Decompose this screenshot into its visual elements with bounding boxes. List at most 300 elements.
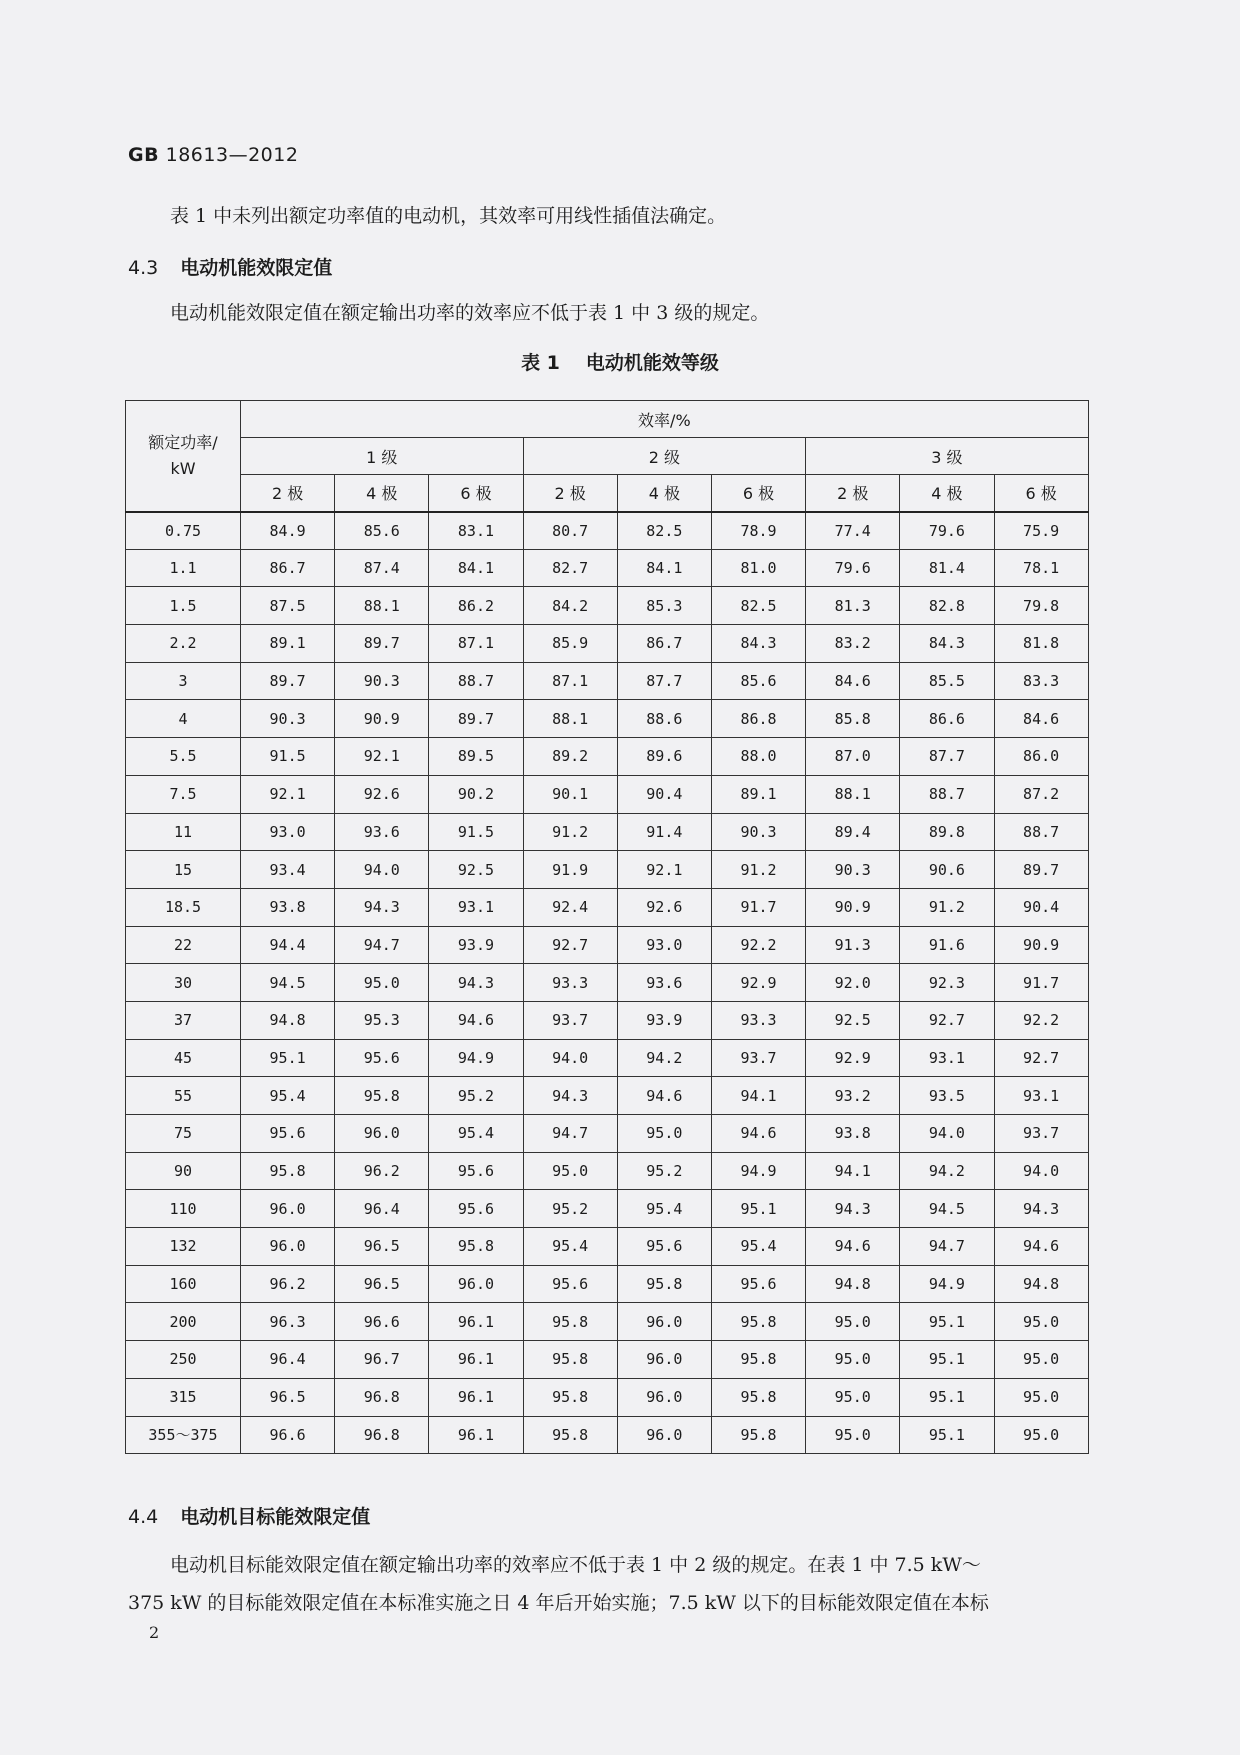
efficiency-cell: 91.7 <box>994 964 1088 1002</box>
efficiency-cell: 95.2 <box>429 1077 523 1115</box>
rated-power-cell: 15 <box>126 851 241 889</box>
efficiency-cell: 88.6 <box>617 700 711 738</box>
efficiency-cell: 87.7 <box>617 662 711 700</box>
pole-header-row <box>126 475 1089 512</box>
efficiency-cell: 92.5 <box>429 851 523 889</box>
page-number: 2 <box>149 1623 160 1642</box>
efficiency-cell: 92.7 <box>994 1039 1088 1077</box>
efficiency-cell: 93.2 <box>806 1077 900 1115</box>
efficiency-cell: 91.2 <box>900 888 994 926</box>
efficiency-cell: 95.8 <box>523 1416 617 1454</box>
efficiency-cell: 84.1 <box>617 549 711 587</box>
pole-header: 4 极 <box>900 475 994 512</box>
efficiency-cell: 96.5 <box>335 1228 429 1266</box>
standard-header <box>128 144 298 166</box>
efficiency-cell: 95.8 <box>711 1378 805 1416</box>
rated-power-cell: 4 <box>126 700 241 738</box>
efficiency-cell: 94.0 <box>523 1039 617 1077</box>
efficiency-cell: 93.1 <box>994 1077 1088 1115</box>
table-row <box>126 964 1089 1002</box>
pole-header: 2 极 <box>806 475 900 512</box>
efficiency-cell: 85.6 <box>711 662 805 700</box>
rated-power-cell: 22 <box>126 926 241 964</box>
pole-header: 6 极 <box>994 475 1088 512</box>
efficiency-cell: 94.6 <box>994 1228 1088 1266</box>
efficiency-cell: 90.1 <box>523 775 617 813</box>
efficiency-cell: 93.1 <box>429 888 523 926</box>
efficiency-cell: 94.3 <box>429 964 523 1002</box>
rated-power-cell: 45 <box>126 1039 241 1077</box>
efficiency-cell: 92.9 <box>711 964 805 1002</box>
efficiency-cell: 95.0 <box>617 1115 711 1153</box>
section-title: 电动机能效限定值 <box>180 257 333 279</box>
table-row <box>126 625 1089 663</box>
efficiency-cell: 92.4 <box>523 888 617 926</box>
efficiency-cell: 84.6 <box>806 662 900 700</box>
efficiency-cell: 91.3 <box>806 926 900 964</box>
efficiency-cell: 96.6 <box>241 1416 335 1454</box>
efficiency-cell: 84.2 <box>523 587 617 625</box>
efficiency-cell: 81.0 <box>711 549 805 587</box>
efficiency-cell: 89.6 <box>617 738 711 776</box>
efficiency-cell: 84.9 <box>241 512 335 550</box>
efficiency-cell: 94.2 <box>617 1039 711 1077</box>
table-row <box>126 888 1089 926</box>
grade-header-row <box>126 438 1089 475</box>
table-row <box>126 700 1089 738</box>
efficiency-cell: 95.8 <box>617 1265 711 1303</box>
efficiency-cell: 82.5 <box>711 587 805 625</box>
efficiency-cell: 95.0 <box>523 1152 617 1190</box>
efficiency-cell: 88.1 <box>523 700 617 738</box>
table-row <box>126 813 1089 851</box>
efficiency-cell: 88.1 <box>806 775 900 813</box>
efficiency-cell: 94.0 <box>900 1115 994 1153</box>
efficiency-cell: 95.6 <box>429 1190 523 1228</box>
efficiency-cell: 91.5 <box>241 738 335 776</box>
efficiency-cell: 96.1 <box>429 1378 523 1416</box>
efficiency-cell: 95.1 <box>900 1341 994 1379</box>
efficiency-cell: 85.3 <box>617 587 711 625</box>
efficiency-cell: 94.9 <box>429 1039 523 1077</box>
table-caption-id: 表 1 <box>521 352 560 374</box>
efficiency-header: 效率/% <box>241 401 1089 438</box>
efficiency-cell: 96.0 <box>241 1228 335 1266</box>
efficiency-cell: 84.3 <box>900 625 994 663</box>
efficiency-cell: 95.0 <box>994 1378 1088 1416</box>
efficiency-cell: 88.7 <box>994 813 1088 851</box>
efficiency-cell: 96.6 <box>335 1303 429 1341</box>
efficiency-cell: 92.7 <box>523 926 617 964</box>
table-row <box>126 738 1089 776</box>
efficiency-cell: 95.0 <box>806 1303 900 1341</box>
efficiency-cell: 81.3 <box>806 587 900 625</box>
efficiency-cell: 94.5 <box>900 1190 994 1228</box>
efficiency-cell: 94.3 <box>806 1190 900 1228</box>
efficiency-cell: 90.6 <box>900 851 994 889</box>
rated-power-cell: 90 <box>126 1152 241 1190</box>
efficiency-cell: 90.4 <box>617 775 711 813</box>
efficiency-cell: 83.3 <box>994 662 1088 700</box>
efficiency-cell: 90.2 <box>429 775 523 813</box>
efficiency-cell: 91.2 <box>523 813 617 851</box>
efficiency-cell: 92.6 <box>335 775 429 813</box>
efficiency-cell: 95.3 <box>335 1001 429 1039</box>
efficiency-cell: 87.7 <box>900 738 994 776</box>
rated-power-cell: 37 <box>126 1001 241 1039</box>
table-row <box>126 1303 1089 1341</box>
efficiency-cell: 88.7 <box>429 662 523 700</box>
efficiency-cell: 89.7 <box>335 625 429 663</box>
efficiency-cell: 95.8 <box>523 1303 617 1341</box>
efficiency-cell: 89.1 <box>241 625 335 663</box>
efficiency-cell: 95.8 <box>523 1341 617 1379</box>
efficiency-cell: 89.7 <box>429 700 523 738</box>
efficiency-cell: 96.8 <box>335 1378 429 1416</box>
efficiency-cell: 94.9 <box>711 1152 805 1190</box>
efficiency-cell: 92.7 <box>900 1001 994 1039</box>
efficiency-cell: 87.5 <box>241 587 335 625</box>
efficiency-cell: 92.6 <box>617 888 711 926</box>
rated-power-cell: 0.75 <box>126 512 241 550</box>
table-body <box>126 512 1089 1454</box>
efficiency-cell: 79.6 <box>806 549 900 587</box>
table-row <box>126 1152 1089 1190</box>
efficiency-cell: 87.0 <box>806 738 900 776</box>
table-row <box>126 1039 1089 1077</box>
efficiency-cell: 94.0 <box>335 851 429 889</box>
efficiency-cell: 95.0 <box>806 1378 900 1416</box>
efficiency-cell: 95.8 <box>335 1077 429 1115</box>
efficiency-cell: 93.0 <box>241 813 335 851</box>
efficiency-cell: 92.1 <box>617 851 711 889</box>
efficiency-cell: 86.6 <box>900 700 994 738</box>
table-row <box>126 662 1089 700</box>
efficiency-cell: 91.7 <box>711 888 805 926</box>
efficiency-cell: 96.1 <box>429 1341 523 1379</box>
efficiency-cell: 86.8 <box>711 700 805 738</box>
efficiency-cell: 95.0 <box>994 1416 1088 1454</box>
efficiency-cell: 95.2 <box>523 1190 617 1228</box>
efficiency-cell: 96.7 <box>335 1341 429 1379</box>
efficiency-cell: 93.7 <box>994 1115 1088 1153</box>
efficiency-cell: 86.7 <box>241 549 335 587</box>
efficiency-cell: 89.5 <box>429 738 523 776</box>
efficiency-cell: 82.7 <box>523 549 617 587</box>
table-row <box>126 549 1089 587</box>
efficiency-cell: 94.6 <box>711 1115 805 1153</box>
standard-prefix: GB <box>128 144 160 166</box>
efficiency-cell: 90.9 <box>994 926 1088 964</box>
table-row <box>126 1077 1089 1115</box>
efficiency-cell: 95.8 <box>241 1152 335 1190</box>
efficiency-cell: 96.0 <box>617 1378 711 1416</box>
efficiency-cell: 92.2 <box>711 926 805 964</box>
efficiency-cell: 92.1 <box>241 775 335 813</box>
table-row <box>126 1001 1089 1039</box>
efficiency-cell: 95.6 <box>711 1265 805 1303</box>
efficiency-cell: 94.2 <box>900 1152 994 1190</box>
efficiency-cell: 83.2 <box>806 625 900 663</box>
efficiency-cell: 96.4 <box>335 1190 429 1228</box>
efficiency-cell: 93.9 <box>617 1001 711 1039</box>
section-number: 4.4 <box>128 1506 159 1528</box>
efficiency-cell: 90.3 <box>241 700 335 738</box>
table-row <box>126 1115 1089 1153</box>
efficiency-cell: 94.7 <box>900 1228 994 1266</box>
efficiency-cell: 96.2 <box>335 1152 429 1190</box>
efficiency-cell: 90.3 <box>806 851 900 889</box>
efficiency-table <box>125 400 1089 1454</box>
efficiency-cell: 94.6 <box>806 1228 900 1266</box>
efficiency-cell: 92.1 <box>335 738 429 776</box>
efficiency-cell: 93.7 <box>711 1039 805 1077</box>
efficiency-cell: 87.2 <box>994 775 1088 813</box>
efficiency-cell: 95.1 <box>711 1190 805 1228</box>
efficiency-cell: 95.4 <box>711 1228 805 1266</box>
rated-power-cell: 5.5 <box>126 738 241 776</box>
efficiency-cell: 96.1 <box>429 1416 523 1454</box>
efficiency-cell: 94.4 <box>241 926 335 964</box>
efficiency-cell: 89.7 <box>994 851 1088 889</box>
rated-power-cell: 132 <box>126 1228 241 1266</box>
pole-header: 2 极 <box>241 475 335 512</box>
efficiency-cell: 93.3 <box>523 964 617 1002</box>
interpolation-note: 表 1 中未列出额定功率值的电动机，其效率可用线性插值法确定。 <box>170 205 727 227</box>
efficiency-cell: 94.9 <box>900 1265 994 1303</box>
rated-power-cell: 250 <box>126 1341 241 1379</box>
efficiency-cell: 95.8 <box>711 1303 805 1341</box>
efficiency-cell: 96.0 <box>617 1416 711 1454</box>
efficiency-cell: 95.0 <box>994 1303 1088 1341</box>
rated-power-cell: 355～375 <box>126 1416 241 1454</box>
efficiency-cell: 95.8 <box>711 1416 805 1454</box>
table-row <box>126 587 1089 625</box>
rated-power-cell: 18.5 <box>126 888 241 926</box>
section-4-3-heading <box>128 253 332 280</box>
efficiency-cell: 85.8 <box>806 700 900 738</box>
efficiency-cell: 95.4 <box>429 1115 523 1153</box>
table-row <box>126 1341 1089 1379</box>
efficiency-cell: 90.9 <box>806 888 900 926</box>
efficiency-cell: 83.1 <box>429 512 523 550</box>
efficiency-cell: 88.1 <box>335 587 429 625</box>
rated-power-cell: 2.2 <box>126 625 241 663</box>
pole-header: 4 极 <box>335 475 429 512</box>
efficiency-cell: 95.1 <box>900 1378 994 1416</box>
pole-header: 2 极 <box>523 475 617 512</box>
rated-power-cell: 3 <box>126 662 241 700</box>
efficiency-cell: 93.8 <box>241 888 335 926</box>
efficiency-cell: 81.8 <box>994 625 1088 663</box>
rated-power-cell: 200 <box>126 1303 241 1341</box>
efficiency-cell: 90.4 <box>994 888 1088 926</box>
efficiency-cell: 93.4 <box>241 851 335 889</box>
rated-power-cell: 160 <box>126 1265 241 1303</box>
efficiency-cell: 94.6 <box>617 1077 711 1115</box>
efficiency-cell: 95.1 <box>900 1303 994 1341</box>
efficiency-cell: 88.7 <box>900 775 994 813</box>
efficiency-cell: 90.9 <box>335 700 429 738</box>
efficiency-cell: 96.0 <box>241 1190 335 1228</box>
rated-power-cell: 75 <box>126 1115 241 1153</box>
efficiency-cell: 91.6 <box>900 926 994 964</box>
efficiency-cell: 79.8 <box>994 587 1088 625</box>
efficiency-cell: 89.8 <box>900 813 994 851</box>
efficiency-cell: 80.7 <box>523 512 617 550</box>
efficiency-cell: 95.8 <box>523 1378 617 1416</box>
efficiency-cell: 94.3 <box>994 1190 1088 1228</box>
efficiency-cell: 75.9 <box>994 512 1088 550</box>
efficiency-cell: 96.5 <box>241 1378 335 1416</box>
efficiency-cell: 82.5 <box>617 512 711 550</box>
efficiency-cell: 95.0 <box>806 1341 900 1379</box>
efficiency-cell: 89.2 <box>523 738 617 776</box>
efficiency-cell: 95.6 <box>523 1265 617 1303</box>
section-4-4-body-line1: 电动机目标能效限定值在额定输出功率的效率应不低于表 1 中 2 级的规定。在表 1 中 7.5 kW～ <box>170 1554 981 1576</box>
table-row <box>126 851 1089 889</box>
efficiency-cell: 86.0 <box>994 738 1088 776</box>
efficiency-cell: 94.5 <box>241 964 335 1002</box>
efficiency-cell: 96.0 <box>429 1265 523 1303</box>
efficiency-cell: 89.4 <box>806 813 900 851</box>
efficiency-cell: 92.0 <box>806 964 900 1002</box>
efficiency-cell: 95.8 <box>429 1228 523 1266</box>
grade-header: 2 级 <box>523 438 806 475</box>
efficiency-cell: 94.8 <box>806 1265 900 1303</box>
efficiency-cell: 93.7 <box>523 1001 617 1039</box>
efficiency-cell: 93.3 <box>711 1001 805 1039</box>
efficiency-cell: 78.9 <box>711 512 805 550</box>
efficiency-cell: 94.0 <box>994 1152 1088 1190</box>
efficiency-cell: 87.4 <box>335 549 429 587</box>
efficiency-cell: 95.8 <box>711 1341 805 1379</box>
efficiency-cell: 95.4 <box>617 1190 711 1228</box>
efficiency-cell: 94.7 <box>523 1115 617 1153</box>
efficiency-cell: 96.2 <box>241 1265 335 1303</box>
efficiency-cell: 95.6 <box>335 1039 429 1077</box>
efficiency-cell: 90.3 <box>711 813 805 851</box>
efficiency-cell: 93.9 <box>429 926 523 964</box>
efficiency-cell: 86.2 <box>429 587 523 625</box>
efficiency-cell: 91.9 <box>523 851 617 889</box>
efficiency-cell: 96.1 <box>429 1303 523 1341</box>
table-row <box>126 1228 1089 1266</box>
pole-header: 4 极 <box>617 475 711 512</box>
rated-power-cell: 55 <box>126 1077 241 1115</box>
efficiency-cell: 95.1 <box>900 1416 994 1454</box>
efficiency-cell: 93.6 <box>335 813 429 851</box>
efficiency-cell: 96.5 <box>335 1265 429 1303</box>
standard-number: 18613—2012 <box>165 144 299 166</box>
efficiency-cell: 96.0 <box>617 1303 711 1341</box>
efficiency-cell: 96.8 <box>335 1416 429 1454</box>
efficiency-cell: 82.8 <box>900 587 994 625</box>
efficiency-cell: 92.9 <box>806 1039 900 1077</box>
efficiency-cell: 95.4 <box>241 1077 335 1115</box>
efficiency-cell: 94.6 <box>429 1001 523 1039</box>
efficiency-cell: 81.4 <box>900 549 994 587</box>
table-row <box>126 775 1089 813</box>
table-row <box>126 1378 1089 1416</box>
table-row <box>126 1265 1089 1303</box>
efficiency-cell: 95.0 <box>335 964 429 1002</box>
table-caption <box>0 348 1240 375</box>
rated-power-header: 额定功率/ kW <box>126 401 241 512</box>
efficiency-cell: 94.8 <box>241 1001 335 1039</box>
efficiency-cell: 95.4 <box>523 1228 617 1266</box>
rated-power-cell: 11 <box>126 813 241 851</box>
efficiency-cell: 84.1 <box>429 549 523 587</box>
efficiency-cell: 93.0 <box>617 926 711 964</box>
efficiency-cell: 92.2 <box>994 1001 1088 1039</box>
table-caption-title: 电动机能效等级 <box>585 352 719 374</box>
efficiency-cell: 90.3 <box>335 662 429 700</box>
efficiency-cell: 91.5 <box>429 813 523 851</box>
efficiency-cell: 94.1 <box>806 1152 900 1190</box>
efficiency-cell: 92.3 <box>900 964 994 1002</box>
rated-power-cell: 1.1 <box>126 549 241 587</box>
efficiency-cell: 95.0 <box>994 1341 1088 1379</box>
efficiency-cell: 94.3 <box>335 888 429 926</box>
rated-power-cell: 7.5 <box>126 775 241 813</box>
table-row <box>126 512 1089 550</box>
efficiency-cell: 85.5 <box>900 662 994 700</box>
efficiency-cell: 93.1 <box>900 1039 994 1077</box>
efficiency-cell: 96.0 <box>617 1341 711 1379</box>
efficiency-cell: 96.4 <box>241 1341 335 1379</box>
section-title: 电动机目标能效限定值 <box>180 1506 371 1528</box>
section-4-3-body: 电动机能效限定值在额定输出功率的效率应不低于表 1 中 3 级的规定。 <box>170 302 770 324</box>
efficiency-cell: 94.8 <box>994 1265 1088 1303</box>
efficiency-cell: 91.4 <box>617 813 711 851</box>
efficiency-cell: 84.3 <box>711 625 805 663</box>
table-row <box>126 926 1089 964</box>
efficiency-cell: 88.0 <box>711 738 805 776</box>
efficiency-cell: 95.6 <box>241 1115 335 1153</box>
efficiency-cell: 93.6 <box>617 964 711 1002</box>
efficiency-cell: 94.3 <box>523 1077 617 1115</box>
section-number: 4.3 <box>128 257 159 279</box>
efficiency-cell: 91.2 <box>711 851 805 889</box>
efficiency-cell: 93.8 <box>806 1115 900 1153</box>
efficiency-cell: 93.5 <box>900 1077 994 1115</box>
efficiency-cell: 95.6 <box>429 1152 523 1190</box>
section-4-4-body-line2: 375 kW 的目标能效限定值在本标准实施之日 4 年后开始实施；7.5 kW 以下的目标能效限定值在本标 <box>128 1592 989 1614</box>
efficiency-cell: 86.7 <box>617 625 711 663</box>
efficiency-cell: 79.6 <box>900 512 994 550</box>
table-row <box>126 1416 1089 1454</box>
efficiency-cell: 89.1 <box>711 775 805 813</box>
grade-header: 1 级 <box>241 438 524 475</box>
efficiency-cell: 96.3 <box>241 1303 335 1341</box>
efficiency-cell: 94.7 <box>335 926 429 964</box>
pole-header: 6 极 <box>429 475 523 512</box>
rated-power-cell: 1.5 <box>126 587 241 625</box>
efficiency-cell: 85.6 <box>335 512 429 550</box>
efficiency-cell: 95.6 <box>617 1228 711 1266</box>
efficiency-cell: 92.5 <box>806 1001 900 1039</box>
efficiency-cell: 87.1 <box>523 662 617 700</box>
efficiency-cell: 77.4 <box>806 512 900 550</box>
grade-header: 3 级 <box>806 438 1089 475</box>
rated-power-cell: 110 <box>126 1190 241 1228</box>
efficiency-cell: 95.0 <box>806 1416 900 1454</box>
efficiency-cell: 95.2 <box>617 1152 711 1190</box>
efficiency-cell: 87.1 <box>429 625 523 663</box>
pole-header: 6 极 <box>711 475 805 512</box>
efficiency-cell: 85.9 <box>523 625 617 663</box>
